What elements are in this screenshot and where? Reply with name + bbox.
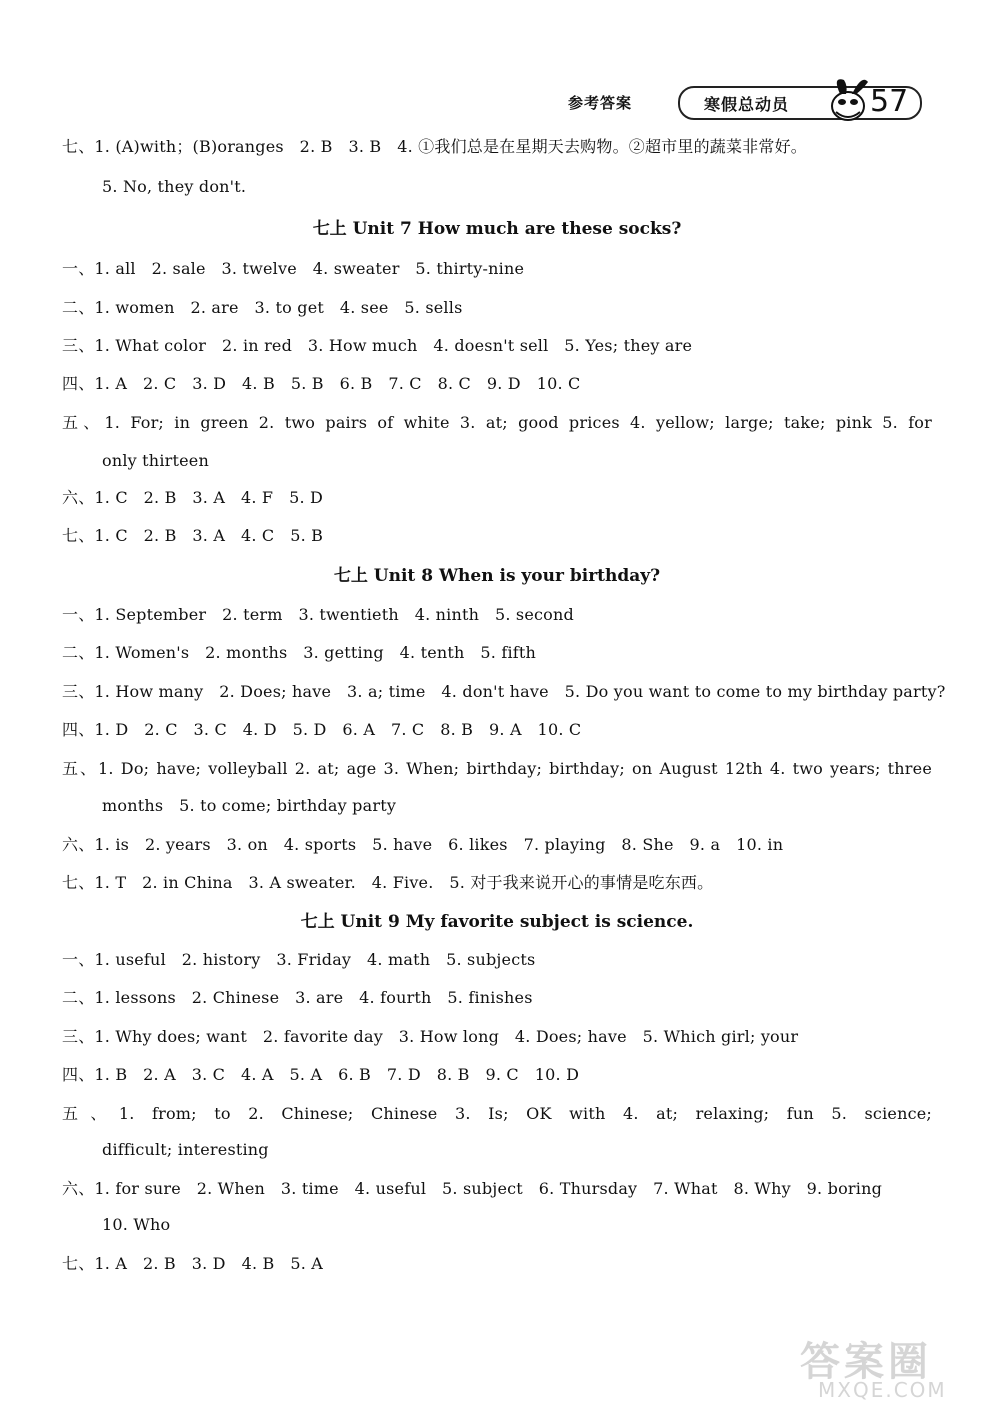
watermark-url: MXQE.COM	[818, 1378, 947, 1402]
answer-line: 六、1. C 2. B 3. A 4. F 5. D	[62, 488, 324, 507]
watermark-text: 答案圈	[800, 1339, 932, 1385]
answer-line: 六、1. is 2. years 3. on 4. sports 5. have 6. likes 7. playing 8. She 9. a 10. in	[62, 835, 784, 854]
answer-line: 二、1. women 2. are 3. to get 4. see 5. sells	[62, 298, 463, 317]
reference-answer-label: 参考答案	[568, 94, 633, 112]
answer-line: 一、1. useful 2. history 3. Friday 4. math 5. subjects	[62, 950, 536, 969]
answer-line: 一、1. all 2. sale 3. twelve 4. sweater 5. thirty-nine	[62, 259, 525, 278]
answer-line: 七、1. A 2. B 3. D 4. B 5. A	[62, 1254, 324, 1273]
answer-line: 七、1. T 2. in China 3. A sweater. 4. Five. 5. 对于我来说开心的事情是吃东西。	[62, 873, 714, 892]
answer-line-continued: 10. Who	[102, 1215, 171, 1234]
answer-line: 四、1. A 2. C 3. D 4. B 5. B 6. B 7. C 8. C 9. D 10. C	[62, 374, 581, 393]
unit-title: 七上 Unit 8 When is your birthday?	[333, 566, 661, 586]
answer-line: 七、1. C 2. B 3. A 4. C 5. B	[62, 526, 324, 545]
answer-line-continued: months 5. to come; birthday party	[102, 796, 397, 815]
book-title: 寒假总动员	[704, 95, 790, 114]
answer-line: 三、1. Why does; want 2. favorite day 3. How long 4. Does; have 5. Which girl; your	[62, 1027, 799, 1046]
answer-line: 四、1. D 2. C 3. C 4. D 5. D 6. A 7. C 8. B 9. A 10. C	[62, 720, 582, 739]
answer-line: 五、1. Do; have; volleyball 2. at; age 3. When; birthday; birthday; on August 12th 4. two years; three	[62, 759, 932, 778]
answer-line-continued: difficult; interesting	[102, 1140, 269, 1159]
answer-line: 五、1. For; in green 2. two pairs of white 3. at; good prices 4. yellow; large; take; pink 5. for	[62, 413, 932, 432]
rabbit-mascot-icon	[822, 72, 874, 124]
page-number: 57	[870, 84, 909, 119]
answer-line: 一、1. September 2. term 3. twentieth 4. ninth 5. second	[62, 605, 574, 624]
answer-line: 三、1. How many 2. Does; have 3. a; time 4. don't have 5. Do you want to come to my birthday party?	[62, 682, 946, 701]
answer-line: 二、1. lessons 2. Chinese 3. are 4. fourth 5. finishes	[62, 988, 533, 1007]
unit-title: 七上 Unit 9 My favorite subject is science.	[300, 912, 694, 932]
answer-line: 三、1. What color 2. in red 3. How much 4. doesn't sell 5. Yes; they are	[62, 336, 693, 355]
watermark	[800, 1330, 990, 1410]
answer-line: 二、1. Women's 2. months 3. getting 4. tenth 5. fifth	[62, 643, 537, 662]
answer-line: 四、1. B 2. A 3. C 4. A 5. A 6. B 7. D 8. B 9. C 10. D	[62, 1065, 580, 1084]
answer-line: 七、1. (A)with；(B)oranges 2. B 3. B 4. ①我们总是在星期天去购物。②超市里的蔬菜非常好。	[62, 137, 807, 156]
unit-title: 七上 Unit 7 How much are these socks?	[312, 219, 682, 239]
page-header	[560, 78, 940, 128]
answer-line-continued: only thirteen	[102, 451, 209, 470]
answer-line-continued: 5. No, they don't.	[102, 177, 247, 196]
answer-line: 六、1. for sure 2. When 3. time 4. useful 5. subject 6. Thursday 7. What 8. Why 9. boring	[62, 1179, 883, 1198]
answer-line: 五、1. from; to 2. Chinese; Chinese 3. Is; OK with 4. at; relaxing; fun 5. science;	[62, 1104, 932, 1123]
